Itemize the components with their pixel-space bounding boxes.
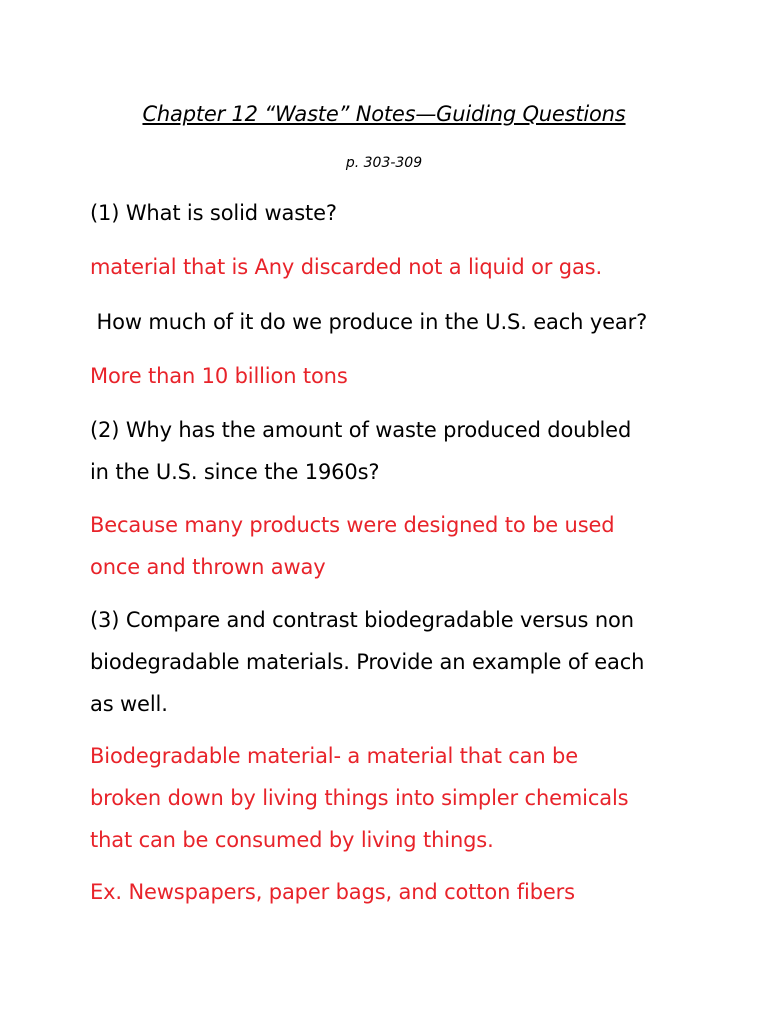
answer-3-definition: Biodegradable material- a material that can be broken down by living things into simpler chemicals that can be consumed by living things. [90, 744, 629, 852]
page-title: Chapter 12 “Waste” Notes—Guiding Questions [142, 102, 626, 126]
question-1: (1) What is solid waste? [90, 201, 337, 225]
page-range: p. 303-309 [345, 155, 423, 171]
question-3: (3) Compare and contrast biodegradable versus non biodegradable materials. Provide an example of each as well. [90, 608, 645, 716]
answer-1: material that is Any discarded not a liquid or gas. [90, 255, 602, 279]
question-2: (2) Why has the amount of waste produced doubled in the U.S. since the 1960s? [90, 418, 632, 484]
answer-2: Because many products were designed to be used once and thrown away [90, 513, 615, 579]
answer-3-example: Ex. Newspapers, paper bags, and cotton fibers [90, 880, 575, 904]
answer-1b: More than 10 billion tons [90, 364, 348, 388]
question-1b: How much of it do we produce in the U.S. each year? [90, 310, 648, 334]
